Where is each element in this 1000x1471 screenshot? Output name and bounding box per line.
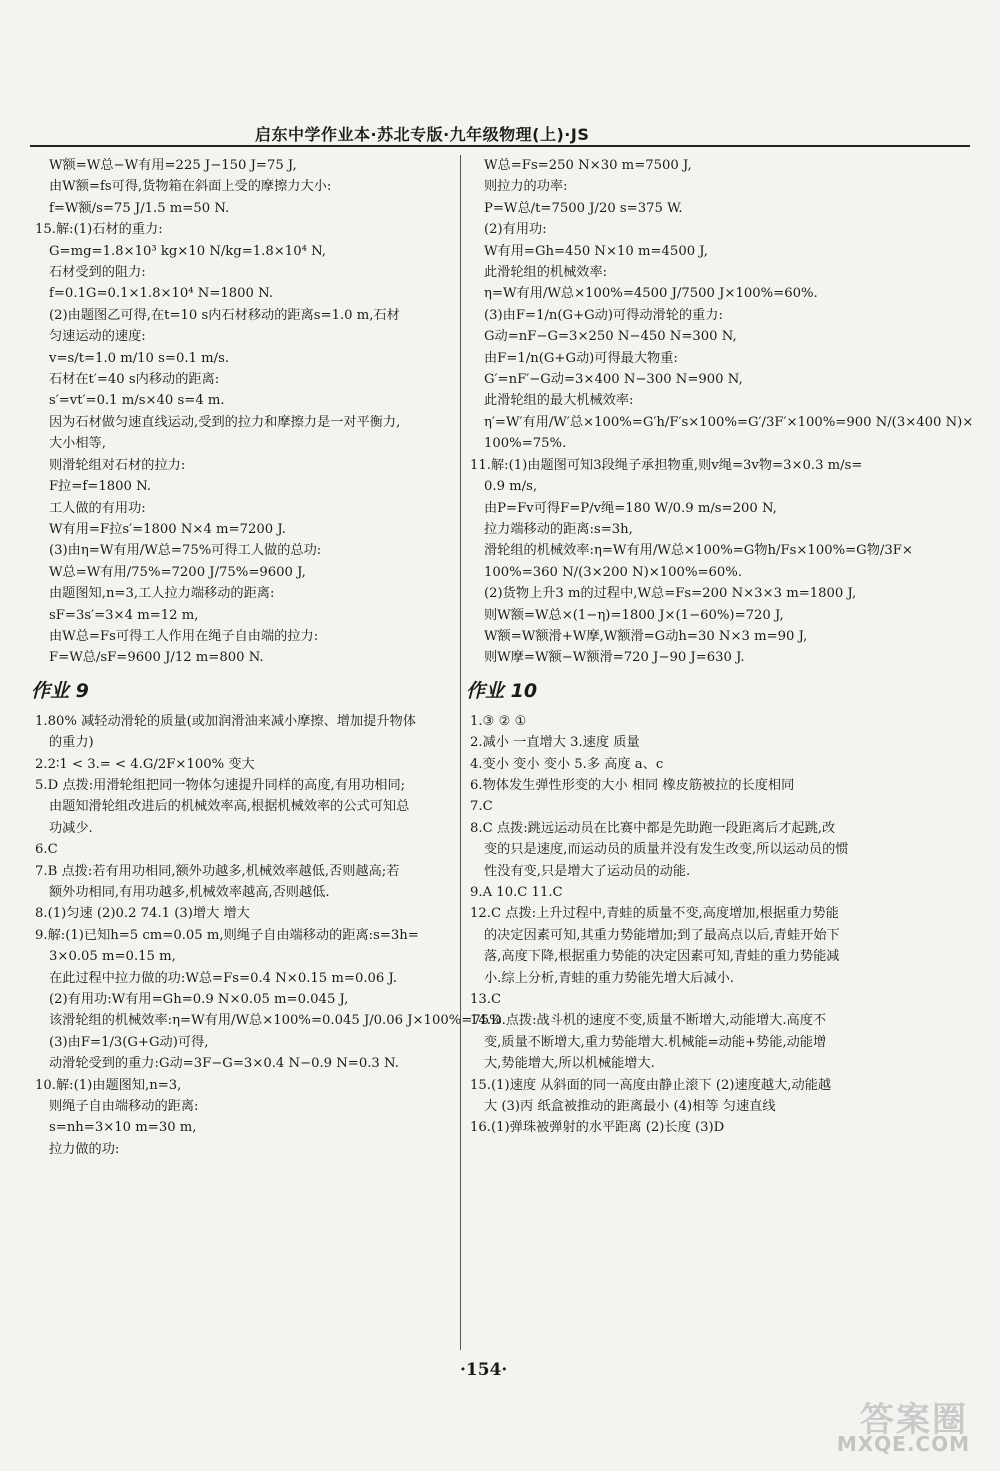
text-line: W额=W额滑+W摩,W额滑=G动h=30 N×3 m=90 J, [484,628,808,644]
text-line: 则滑轮组对石材的拉力: [49,457,186,473]
text-line: 额外功相同,有用功越多,机械效率越高,否则越低. [49,885,330,900]
text-line: 100%=360 N/(3×200 N)×100%=60%. [484,564,743,580]
text-line: 由F=1/n(G+G动)可得最大物重: [484,350,678,366]
text-line: 15.(1)速度 从斜面的同一高度由静止滚下 (2)速度越大,动能越 [470,1077,832,1093]
text-line: 则绳子自由端移动的距离: [49,1099,199,1115]
page-number: ·154· [460,1360,508,1380]
text-line: 13.C [470,992,502,1008]
text-line: 则W额=W总×(1−η)=1800 J×(1−60%)=720 J, [484,607,784,623]
text-line: 1.80% 减轻动滑轮的质量(或加润滑油来减小摩擦、增加提升物体 [35,713,416,729]
text-line: (2)由题图乙可得,在t=10 s内石材移动的距离s=1.0 m,石材 [49,307,400,323]
text-line: v=s/t=1.0 m/10 s=0.1 m/s. [49,350,230,366]
right-column [466,155,974,1139]
text-line: s=nh=3×10 m=30 m, [49,1120,197,1136]
text-line: 石材受到的阻力: [49,265,146,281]
text-line: 14.D 点拨:战斗机的速度不变,质量不断增大,动能增大.高度不 [470,1013,827,1029]
text-line: (2)有用功:W有用=Gh=0.9 N×0.05 m=0.045 J, [49,992,349,1008]
text-line: 性没有变,只是增大了运动员的动能. [484,863,691,879]
text-line: (2)有用功: [484,222,547,238]
text-line: 3×0.05 m=0.15 m, [49,949,176,965]
text-line: 4.变小 变小 变小 5.多 高度 a、c [470,756,664,772]
column-divider [460,155,461,1350]
text-line: 由题图知,n=3,工人拉力端移动的距离: [49,586,275,602]
text-line: 拉力做的功: [49,1141,120,1157]
text-line: 由W总=Fs可得工人作用在绳子自由端的拉力: [49,628,319,644]
text-line: 8.C 点拨:跳远运动员在比赛中都是先助跑一段距离后才起跳,改 [470,820,836,836]
text-line: 1.③ ② ① [470,713,527,729]
text-line: 的重力) [49,735,94,751]
text-line: 小.综上分析,青蛙的重力势能先增大后减小. [484,970,734,986]
text-line: 由W额=fs可得,货物箱在斜面上受的摩擦力大小: [49,179,332,195]
text-line: f=W额/s=75 J/1.5 m=50 N. [49,200,230,216]
text-line: 匀速运动的速度: [49,329,146,345]
text-line: G=mg=1.8×10³ kg×10 N/kg=1.8×10⁴ N, [49,243,326,259]
text-line: (3)由F=1/n(G+G动)可得动滑轮的重力: [484,307,723,323]
text-line: 10.解:(1)由题图知,n=3, [35,1077,182,1093]
text-line: 12.C 点拨:上升过程中,青蛙的质量不变,高度增加,根据重力势能 [470,906,839,922]
text-line: 2.2∶1 < 3.= < 4.G/2F×100% 变大 [35,756,255,772]
text-line: 9.解:(1)已知h=5 cm=0.05 m,则绳子自由端移动的距离:s=3h= [35,927,419,943]
text-line: F拉=f=1800 N. [49,479,151,495]
text-line: (2)货物上升3 m的过程中,W总=Fs=200 N×3×3 m=1800 J, [484,586,857,602]
text-line: 5.D 点拨:用滑轮组把同一物体匀速提升同样的高度,有用功相同; [35,777,406,793]
watermark-url: MXQE.COM [836,1432,970,1456]
text-line: 6.C [35,842,58,858]
text-line: 大 (3)丙 纸盒被推动的距离最小 (4)相等 匀速直线 [484,1099,776,1115]
text-line: G′=nF′−G动=3×400 N−300 N=900 N, [484,372,743,388]
text-line: (3)由η=W有用/W总=75%可得工人做的总功: [49,543,322,559]
text-line: f=0.1G=0.1×1.8×10⁴ N=1800 N. [49,286,274,302]
text-line: W有用=F拉s′=1800 N×4 m=7200 J. [49,521,286,537]
text-line: 9.A 10.C 11.C [470,885,563,900]
text-line: 此滑轮组的机械效率: [484,265,608,281]
text-line: 因为石材做匀速直线运动,受到的拉力和摩擦力是一对平衡力, [49,414,401,430]
text-line: 滑轮组的机械效率:η=W有用/W总×100%=G物h/Fs×100%=G物/3F× [484,543,913,559]
text-line: 大小相等, [49,436,106,452]
header-rule [30,145,970,147]
text-line: F=W总/sF=9600 J/12 m=800 N. [49,650,264,666]
text-line: 0.9 m/s, [484,479,538,495]
text-line: 由P=Fv可得F=P/v绳=180 W/0.9 m/s=200 N, [484,500,777,516]
text-line: 8.(1)匀速 (2)0.2 74.1 (3)增大 增大 [35,906,250,922]
text-line: 则W摩=W额−W额滑=720 J−90 J=630 J. [484,650,745,666]
text-line: 6.物体发生弹性形变的大小 相同 橡皮筋被拉的长度相同 [470,777,795,793]
text-line: 落,高度下降,根据重力势能的决定因素可知,青蛙的重力势能减 [484,949,840,965]
text-line: P=W总/t=7500 J/20 s=375 W. [484,200,683,216]
text-line: 该滑轮组的机械效率:η=W有用/W总×100%=0.045 J/0.06 J×100%=75%. [49,1013,506,1029]
text-line: 工人做的有用功: [49,500,146,516]
watermark-stamp: 答案圈 [860,1400,968,1440]
text-line: 石材在t′=40 s内移动的距离: [49,372,220,388]
section-heading: 作业 9 [31,679,89,702]
text-line: 的决定因素可知,其重力势能增加;到了最高点以后,青蛙开始下 [484,927,840,943]
text-line: W总=Fs=250 N×30 m=7500 J, [484,158,692,173]
text-line: sF=3s′=3×4 m=12 m, [49,607,199,623]
text-line: G动=nF−G=3×250 N−450 N=300 N, [484,329,737,345]
text-line: 此滑轮组的最大机械效率: [484,393,634,409]
text-line: (3)由F=1/3(G+G动)可得, [49,1034,209,1050]
text-line: 100%=75%. [484,436,567,452]
text-line: η=W有用/W总×100%=4500 J/7500 J×100%=60%. [484,286,818,302]
text-line: W额=W总−W有用=225 J−150 J=75 J, [49,158,297,173]
text-line: 7.C [470,799,493,815]
text-line: 2.减小 一直增大 3.速度 质量 [470,735,640,751]
text-line: 变,质量不断增大,重力势能增大.机械能=动能+势能,动能增 [484,1034,827,1050]
text-line: 动滑轮受到的重力:G动=3F−G=3×0.4 N−0.9 N=0.3 N. [49,1056,399,1072]
text-line: 则拉力的功率: [484,179,568,195]
text-line: W总=W有用/75%=7200 J/75%=9600 J, [49,564,306,580]
text-line: 在此过程中拉力做的功:W总=Fs=0.4 N×0.15 m=0.06 J. [49,970,397,986]
running-header: 启东中学作业本·苏北专版·九年级物理(上)·JS [255,125,590,144]
section-heading: 作业 10 [466,679,538,702]
text-line: 由题知滑轮组改进后的机械效率高,根据机械效率的公式可知总 [49,799,410,815]
text-line: 15.解:(1)石材的重力: [35,222,163,238]
text-line: 11.解:(1)由题图可知3段绳子承担物重,则v绳=3v物=3×0.3 m/s= [470,457,863,473]
text-line: 7.B 点拨:若有用功相同,额外功越多,机械效率越低,否则越高;若 [35,863,400,879]
text-line: 功减少. [49,820,93,836]
text-line: s′=vt′=0.1 m/s×40 s=4 m. [49,393,225,409]
text-line: 16.(1)弹珠被弹射的水平距离 (2)长度 (3)D [470,1120,725,1136]
text-line: η′=W′有用/W′总×100%=G′h/F′s×100%=G′/3F′×100%=900 N/(3×400 N)× [484,414,974,430]
text-line: 拉力端移动的距离:s=3h, [484,521,633,537]
text-line: W有用=Gh=450 N×10 m=4500 J, [484,243,708,259]
text-line: 大,势能增大,所以机械能增大. [484,1056,655,1072]
text-line: 变的只是速度,而运动员的质量并没有发生改变,所以运动员的惯 [484,842,849,858]
